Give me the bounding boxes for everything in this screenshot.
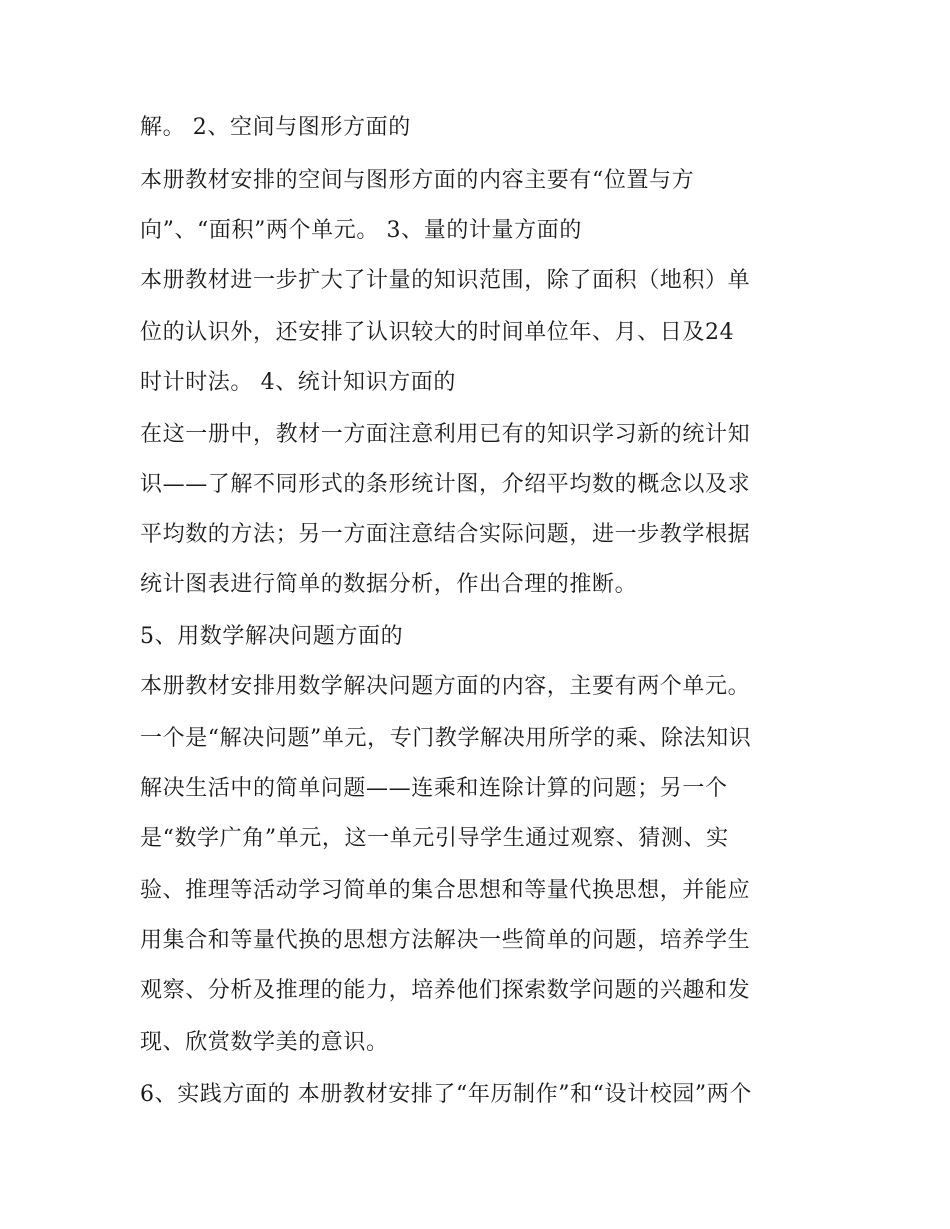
text-line: 是“数学广角”单元，这一单元引导学生通过观察、猜测、实 [140,826,729,851]
text-line: 本册教材进一步扩大了计量的知识范围，除了面积（地积）单 [140,268,751,293]
text-line: 统计图表进行简单的数据分析，作出合理的推断。 [140,572,638,597]
text-line: 平均数的方法；另一方面注意结合实际问题，进一步教学根据 [140,522,751,547]
text-line: 5、用数学解决问题方面的 [140,624,404,649]
text-line: 位的认识外，还安排了认识较大的时间单位年、月、日及24 [140,320,735,345]
text-line: 现、欣赏数学美的意识。 [140,1030,389,1055]
text-line: 观察、分析及推理的能力，培养他们探索数学问题的兴趣和发 [140,978,751,1003]
text-line: 本册教材安排的空间与图形方面的内容主要有“位置与方 [140,168,695,193]
text-line: 识——了解不同形式的条形统计图，介绍平均数的概念以及求 [140,472,751,497]
text-line: 验、推理等活动学习简单的集合思想和等量代换思想，并能应 [140,878,751,903]
text-line: 向”、“面积”两个单元。 3、量的计量方面的 [140,218,582,243]
text-line: 用集合和等量代换的思想方法解决一些简单的问题，培养学生 [140,928,751,953]
text-line: 解决生活中的简单问题——连乘和连除计算的问题；另一个 [140,776,728,801]
text-line: 6、实践方面的 本册教材安排了“年历制作”和“设计校园”两个 [140,1082,752,1107]
text-line: 在这一册中，教材一方面注意利用已有的知识学习新的统计知 [140,422,751,447]
text-line: 一个是“解决问题”单元，专门教学解决用所学的乘、除法知识 [140,726,752,751]
text-line: 时计时法。 4、统计知识方面的 [140,370,456,395]
text-line: 本册教材安排用数学解决问题方面的内容，主要有两个单元。 [140,674,751,699]
text-line: 解。 2、空间与图形方面的 [140,115,411,140]
